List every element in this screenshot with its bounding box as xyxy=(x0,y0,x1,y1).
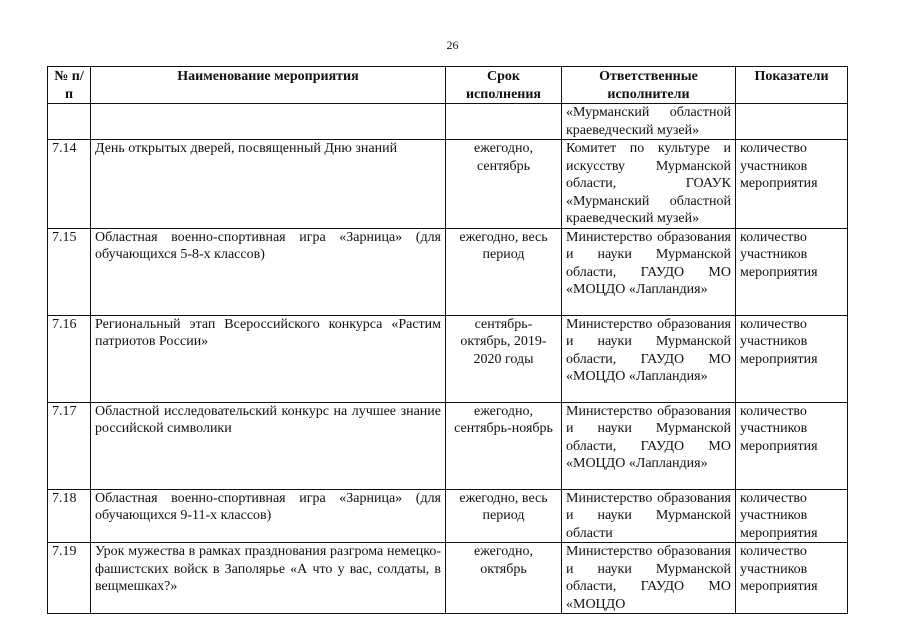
table-row xyxy=(48,543,848,614)
row-indicators: количество участников мероприятия xyxy=(736,402,848,489)
row-num: 7.14 xyxy=(48,140,91,229)
row-name: Областная военно-спортивная игра «Зарница» (для обучающихся 9-11-х классов) xyxy=(91,489,446,543)
row-responsible: Министерство образования и науки Мурманской области xyxy=(562,489,736,543)
continuation-responsible: «Мурманский областной краеведческий музей» xyxy=(562,104,736,140)
row-indicators: количество участников мероприятия xyxy=(736,140,848,229)
page-number: 26 xyxy=(446,38,459,52)
header-num: № п/п xyxy=(48,67,91,104)
row-term: сентябрь-октябрь, 2019-2020 годы xyxy=(446,315,562,402)
table-row xyxy=(48,315,848,402)
continuation-term xyxy=(446,104,562,140)
row-responsible: Комитет по культуре и искусству Мурманской области, ГОАУК «Мурманский областной краеведческий музей» xyxy=(562,140,736,229)
row-name: Региональный этап Всероссийского конкурса «Растим патриотов России» xyxy=(91,315,446,402)
table-row xyxy=(48,402,848,489)
row-name: Урок мужества в рамках празднования разгрома немецко-фашистских войск в Заполярье «А что у вас, солдаты, в вещмешках?» xyxy=(91,543,446,614)
row-num: 7.18 xyxy=(48,489,91,543)
row-term: ежегодно, весь период xyxy=(446,489,562,543)
continuation-row xyxy=(48,104,848,140)
row-name: День открытых дверей, посвященный Дню знаний xyxy=(91,140,446,229)
row-responsible: Министерство образования и науки Мурманской области, ГАУДО МО «МОЦДО «Лапландия» xyxy=(562,228,736,315)
row-indicators: количество участников мероприятия xyxy=(736,315,848,402)
row-responsible: Министерство образования и науки Мурманской области, ГАУДО МО «МОЦДО «Лапландия» xyxy=(562,315,736,402)
row-indicators: количество участников мероприятия xyxy=(736,228,848,315)
row-name: Областной исследовательский конкурс на лучшее знание российской символики xyxy=(91,402,446,489)
row-term: ежегодно, сентябрь xyxy=(446,140,562,229)
row-term: ежегодно, весь период xyxy=(446,228,562,315)
table-row xyxy=(48,228,848,315)
table-row xyxy=(48,489,848,543)
row-term: ежегодно, октябрь xyxy=(446,543,562,614)
row-responsible: Министерство образования и науки Мурманской области, ГАУДО МО «МОЦДО xyxy=(562,543,736,614)
continuation-num xyxy=(48,104,91,140)
row-num: 7.15 xyxy=(48,228,91,315)
row-indicators: количество участников мероприятия xyxy=(736,543,848,614)
row-term: ежегодно, сентябрь-ноябрь xyxy=(446,402,562,489)
continuation-name xyxy=(91,104,446,140)
header-row xyxy=(48,67,848,104)
row-name: Областная военно-спортивная игра «Зарница» (для обучающихся 5-8-х классов) xyxy=(91,228,446,315)
header-indicators: Показатели xyxy=(736,67,848,104)
header-responsible: Ответственные исполнители xyxy=(562,67,736,104)
row-indicators: количество участников мероприятия xyxy=(736,489,848,543)
header-term: Срок исполнения xyxy=(446,67,562,104)
row-num: 7.17 xyxy=(48,402,91,489)
continuation-indicators xyxy=(736,104,848,140)
row-responsible: Министерство образования и науки Мурманской области, ГАУДО МО «МОЦДО «Лапландия» xyxy=(562,402,736,489)
header-name: Наименование мероприятия xyxy=(91,67,446,104)
row-num: 7.19 xyxy=(48,543,91,614)
events-table xyxy=(47,66,848,614)
table-row xyxy=(48,140,848,229)
row-num: 7.16 xyxy=(48,315,91,402)
